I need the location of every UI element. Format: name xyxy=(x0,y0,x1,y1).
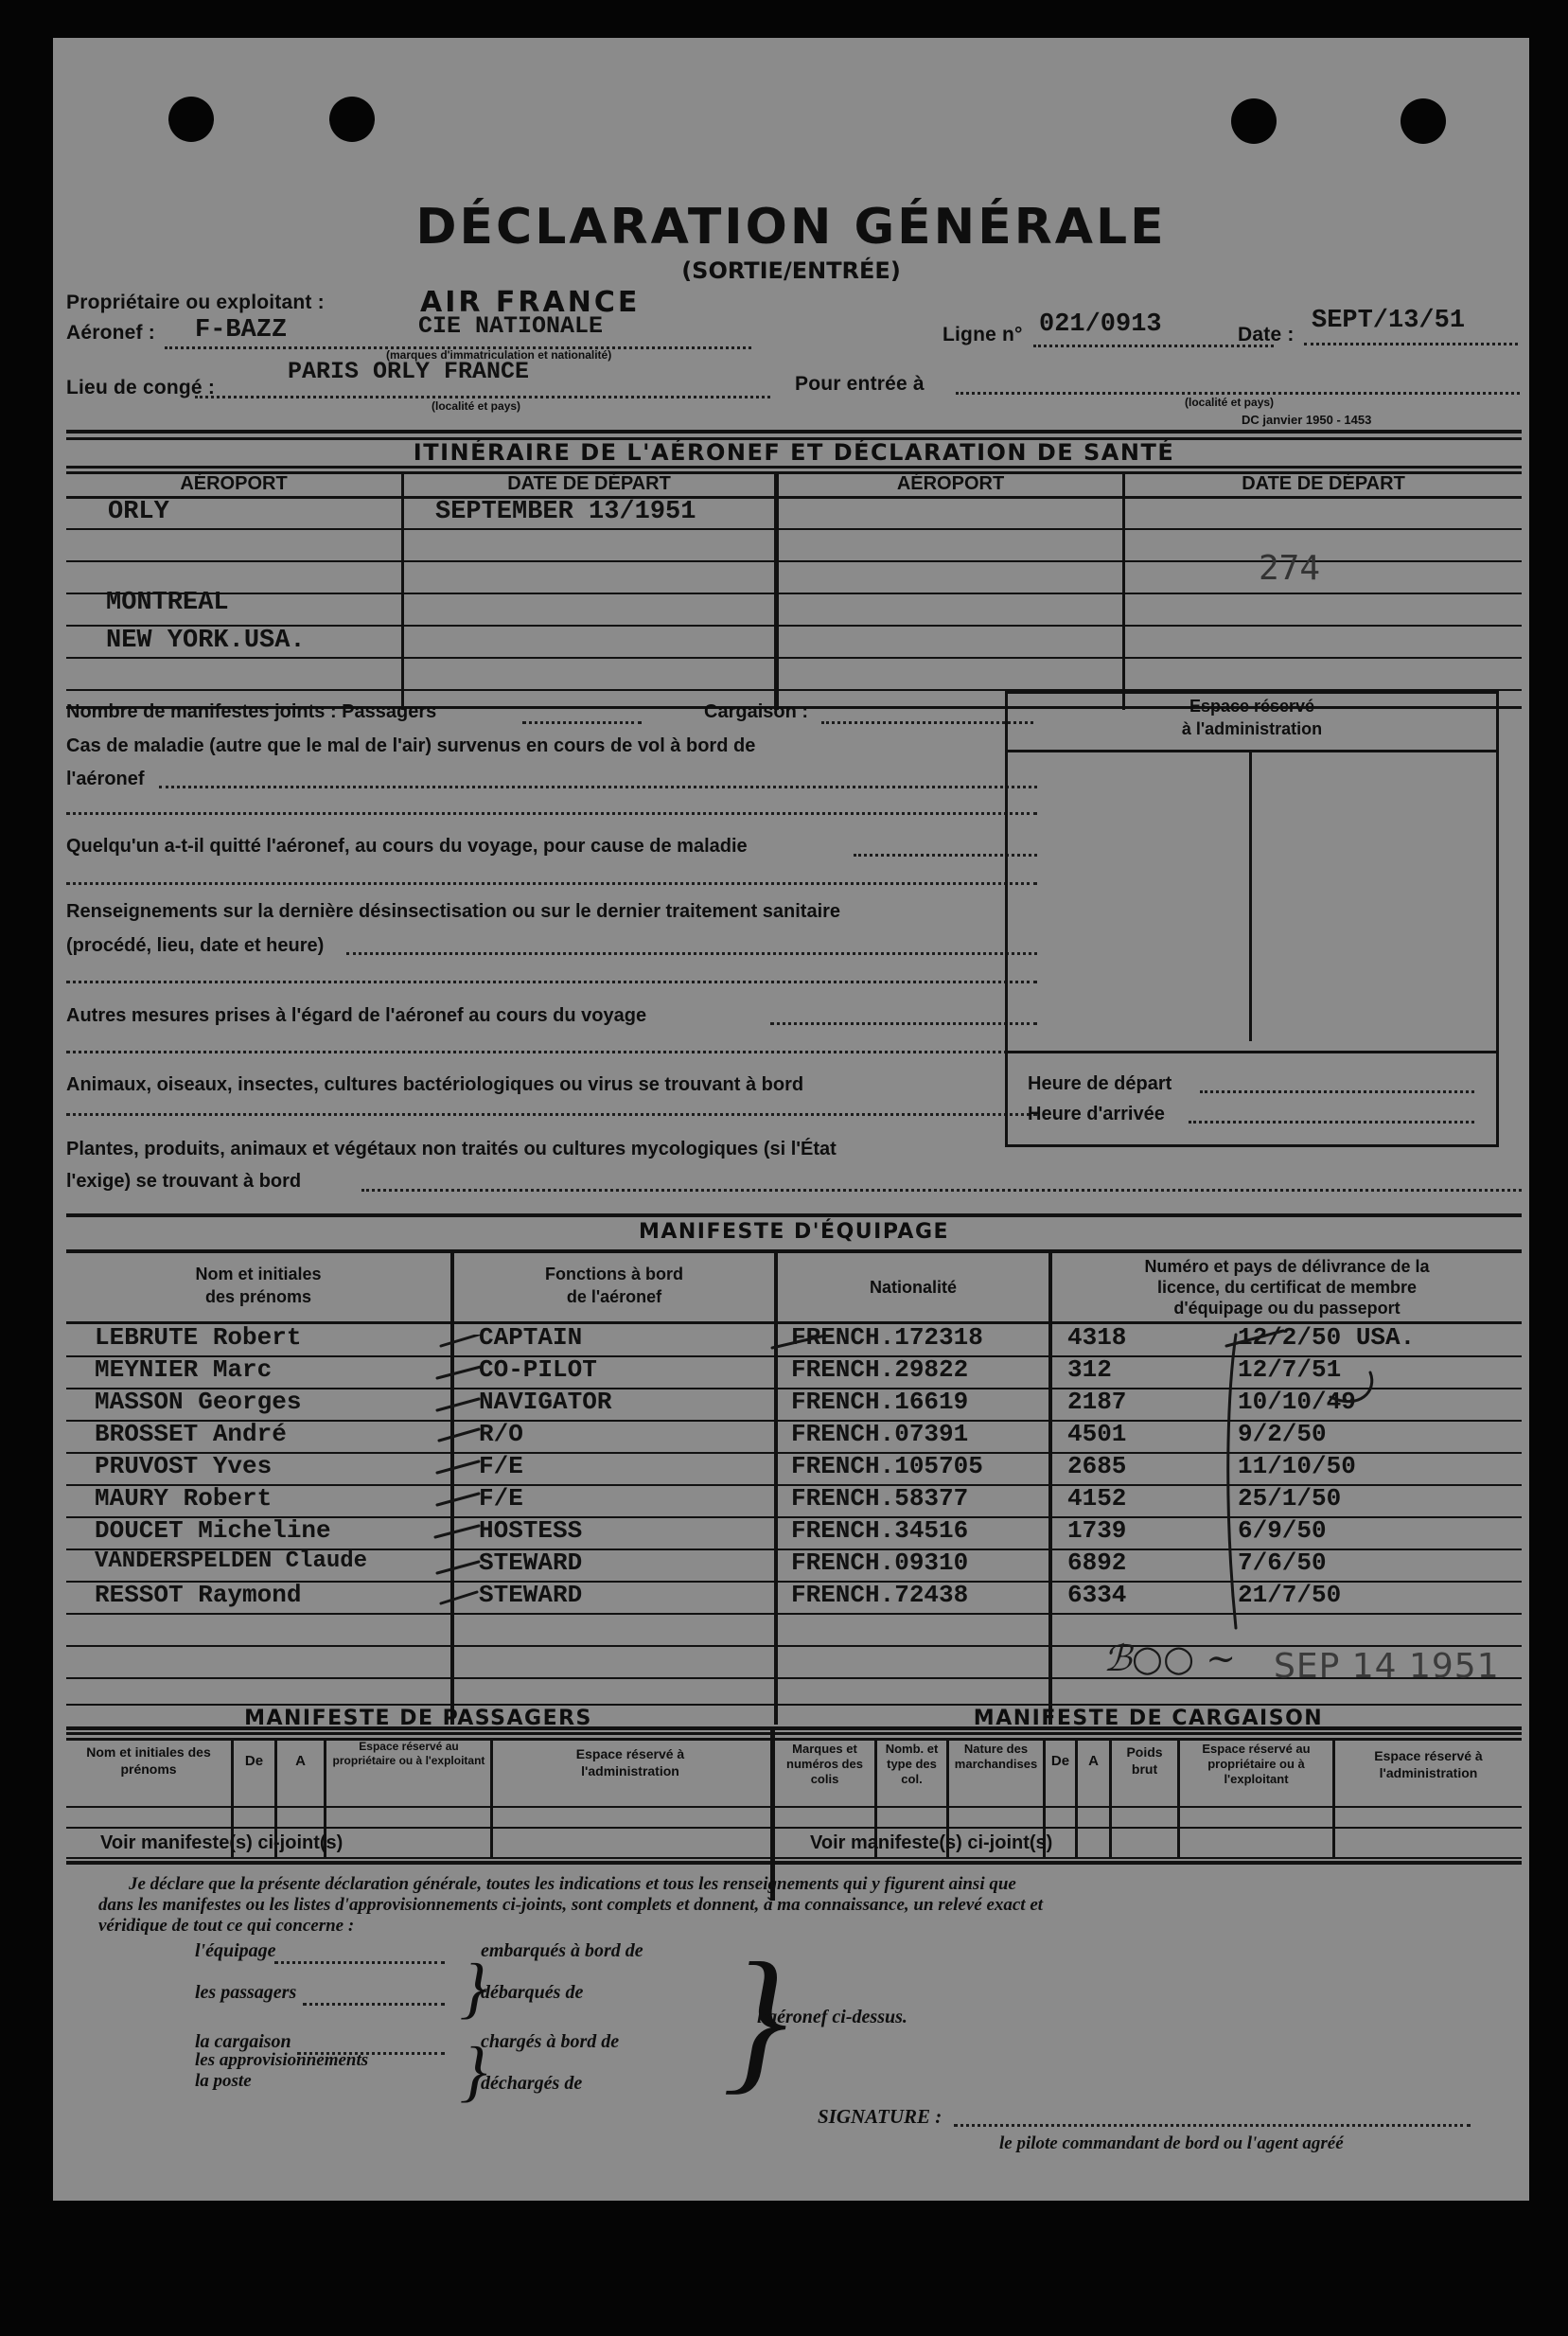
crew-license-date: 12/7/51 xyxy=(1238,1355,1342,1384)
cargo-col-reserved-owner: Espace réservé au propriétaire ou à l'exploitant xyxy=(1202,1742,1311,1786)
declaration-cargo: la cargaison xyxy=(195,2031,291,2052)
crew-function: F/E xyxy=(479,1452,523,1480)
manifests-label: Nombre de manifestes joints : Passagers xyxy=(66,701,437,722)
illness-label-cont: l'aéronef xyxy=(66,769,145,789)
disinsect-label: Renseignements sur la dernière désinsectisation ou sur le dernier traitement sanitaire xyxy=(66,901,841,922)
crew-name: PRUVOST Yves xyxy=(95,1452,273,1480)
crew-nationality: FRENCH.72438 xyxy=(791,1581,969,1609)
crew-license: 4501 xyxy=(1067,1420,1127,1448)
declaration-unloaded: déchargés de xyxy=(481,2073,583,2094)
itinerary-departure-date: SEPTEMBER 13/1951 xyxy=(435,498,696,526)
crew-function: F/E xyxy=(479,1484,523,1513)
entry-label: Pour entrée à xyxy=(795,373,925,395)
declaration-disembarked: débarqués de xyxy=(481,1982,584,2003)
crew-date-stamp: SEP 14 1951 xyxy=(1274,1647,1500,1686)
crew-license-date: 9/2/50 xyxy=(1238,1420,1327,1448)
itinerary-title: ITINÉRAIRE DE L'AÉRONEF ET DÉCLARATION DE SANTÉ xyxy=(413,439,1175,466)
form-reference: DC janvier 1950 - 1453 xyxy=(1242,413,1372,427)
crew-function: NAVIGATOR xyxy=(479,1388,612,1416)
aircraft-note: (marques d'immatriculation et nationalité) xyxy=(386,348,612,362)
handwritten-checkmarks xyxy=(413,1335,848,1619)
cargo-col-to: A xyxy=(1088,1753,1099,1769)
crew-name: LEBRUTE Robert xyxy=(95,1323,302,1352)
cargo-see-attached: Voir manifeste(s) ci-joint(s) xyxy=(810,1832,1053,1853)
declaration-embarked: embarqués à bord de xyxy=(481,1940,643,1961)
crew-license: 6892 xyxy=(1067,1548,1127,1577)
declaration-passengers: les passagers xyxy=(195,1982,297,2003)
cargo-manifest-title: MANIFESTE DE CARGAISON xyxy=(973,1707,1324,1730)
crew-license-date: 7/6/50 xyxy=(1238,1548,1327,1577)
admin-arrival-time: Heure d'arrivée xyxy=(1028,1104,1165,1124)
declaration-brace-2: } xyxy=(460,2033,487,2109)
measures-label: Autres mesures prises à l'égard de l'aéronef au cours du voyage xyxy=(66,1005,647,1026)
passenger-col-name: Nom et initiales des prénoms xyxy=(86,1744,211,1777)
crew-function: STEWARD xyxy=(479,1548,583,1577)
animals-label: Animaux, oiseaux, insectes, cultures bactériologiques ou virus se trouvant à bord xyxy=(66,1074,804,1095)
passenger-col-reserved-admin: Espace réservé à l'administration xyxy=(575,1746,685,1779)
cargo-col-weight: Poids brut xyxy=(1126,1744,1163,1777)
declaration-sheet xyxy=(53,38,1529,2201)
crew-license-date: 10/10/49 xyxy=(1238,1388,1356,1416)
crew-col-name: Nom et initiales xyxy=(195,1265,322,1283)
cargo-col-reserved-admin: Espace réservé à l'administration xyxy=(1374,1748,1483,1780)
crew-name: MEYNIER Marc xyxy=(95,1355,273,1384)
crew-nationality: FRENCH.105705 xyxy=(791,1452,983,1480)
crew-manifest-title: MANIFESTE D'ÉQUIPAGE xyxy=(638,1220,950,1244)
punch-hole xyxy=(168,97,214,142)
crew-license: 2187 xyxy=(1067,1388,1127,1416)
page-subtitle: (SORTIE/ENTRÉE) xyxy=(681,257,901,284)
crew-license: 1739 xyxy=(1067,1516,1127,1545)
declaration-aircraft: l'aéronef ci-dessus. xyxy=(757,2007,907,2027)
crew-function: STEWARD xyxy=(479,1581,583,1609)
crew-nationality: FRENCH.172318 xyxy=(791,1323,983,1352)
crew-name: RESSOT Raymond xyxy=(95,1581,302,1609)
crew-function: R/O xyxy=(479,1420,523,1448)
crew-nationality: FRENCH.07391 xyxy=(791,1420,969,1448)
departure-note: (localité et pays) xyxy=(432,399,521,413)
line-label: Ligne n° xyxy=(943,324,1023,345)
company-value: CIE NATIONALE xyxy=(418,312,604,340)
crew-nationality: FRENCH.58377 xyxy=(791,1484,969,1513)
date-value: SEPT/13/51 xyxy=(1312,307,1466,335)
crew-col-name-cont: des prénoms xyxy=(204,1287,312,1306)
itinerary-col-airport-2: AÉROPORT xyxy=(896,473,1005,494)
crew-col-license-cont: licence, du certificat de membre xyxy=(1156,1278,1418,1297)
crew-col-nationality: Nationalité xyxy=(869,1278,957,1297)
declaration-brace-1: } xyxy=(460,1950,487,2026)
declaration-crew: l'équipage xyxy=(195,1940,276,1961)
crew-function: HOSTESS xyxy=(479,1516,583,1545)
owner-value: AIR FRANCE xyxy=(420,286,641,319)
declaration-text-cont: dans les manifestes ou les listes d'approvisionnements ci-joints, sont complets et donnent, à ma connaissance, un relevé exact et xyxy=(98,1895,1044,1915)
crew-initials-signature: ℬ○○ ~ xyxy=(1103,1637,1237,1679)
passenger-see-attached: Voir manifeste(s) ci-joint(s) xyxy=(100,1832,344,1853)
crew-col-license-cont: d'équipage ou du passeport xyxy=(1173,1299,1401,1318)
itinerary-airport: ORLY xyxy=(108,498,169,526)
crew-license-date: 12/2/50 USA. xyxy=(1238,1323,1416,1352)
crew-license: 2685 xyxy=(1067,1452,1127,1480)
cargo-col-number: Nomb. et type des col. xyxy=(885,1742,939,1786)
crew-license: 4318 xyxy=(1067,1323,1127,1352)
departure-value: PARIS ORLY FRANCE xyxy=(288,358,530,385)
entry-note: (localité et pays) xyxy=(1185,396,1275,409)
crew-name: DOUCET Micheline xyxy=(95,1516,331,1545)
declaration-text: Je déclare que la présente déclaration générale, toutes les indications et tous les renseignements qui y figurent ainsi que xyxy=(129,1874,1016,1894)
crew-col-license: Numéro et pays de délivrance de la xyxy=(1144,1257,1430,1276)
signatory-label: le pilote commandant de bord ou l'agent agréé xyxy=(999,2133,1344,2153)
crew-nationality: FRENCH.34516 xyxy=(791,1516,969,1545)
handwritten-bracket xyxy=(1170,1325,1416,1637)
punch-hole xyxy=(329,97,375,142)
aircraft-label: Aéronef : xyxy=(66,322,155,344)
disinsect-label-cont: (procédé, lieu, date et heure) xyxy=(66,935,325,956)
passenger-manifest-title: MANIFESTE DE PASSAGERS xyxy=(244,1707,592,1730)
declaration-text-cont: véridique de tout ce qui concerne : xyxy=(98,1916,355,1936)
declaration-brace-3: } xyxy=(723,1930,787,2108)
crew-license-date: 21/7/50 xyxy=(1238,1581,1342,1609)
crew-license-date: 6/9/50 xyxy=(1238,1516,1327,1545)
crew-license-date: 11/10/50 xyxy=(1238,1452,1356,1480)
crew-license: 312 xyxy=(1067,1355,1112,1384)
crew-col-function: Fonctions à bord xyxy=(545,1265,683,1283)
illness-label: Cas de maladie (autre que le mal de l'air) survenus en cours de vol à bord de xyxy=(66,735,756,756)
aircraft-value: F-BAZZ xyxy=(195,316,288,345)
plants-label: Plantes, produits, animaux et végétaux non traités ou cultures mycologiques (si l'État xyxy=(66,1139,837,1159)
itinerary-airport: NEW YORK.USA. xyxy=(106,627,306,655)
passenger-col-to: A xyxy=(295,1753,306,1769)
plants-label-cont: l'exige) se trouvant à bord xyxy=(66,1171,302,1192)
departure-label: Lieu de congé : xyxy=(66,377,216,398)
admin-departure-time: Heure de départ xyxy=(1028,1073,1172,1094)
punch-hole xyxy=(1231,98,1277,144)
crew-name: VANDERSPELDEN Claude xyxy=(95,1548,368,1574)
signature-label: SIGNATURE : xyxy=(818,2105,943,2128)
itinerary-col-airport: AÉROPORT xyxy=(180,473,288,494)
owner-label: Propriétaire ou exploitant : xyxy=(66,292,325,313)
crew-col-function-cont: de l'aéronef xyxy=(566,1287,662,1306)
crew-license: 4152 xyxy=(1067,1484,1127,1513)
crew-name: MASSON Georges xyxy=(95,1388,302,1416)
declaration-loaded: chargés à bord de xyxy=(481,2031,620,2052)
crew-name: MAURY Robert xyxy=(95,1484,273,1513)
crew-nationality: FRENCH.29822 xyxy=(791,1355,969,1384)
crew-license: 6334 xyxy=(1067,1581,1127,1609)
passenger-col-from: De xyxy=(244,1753,264,1769)
itinerary-col-date: DATE DE DÉPART xyxy=(507,473,671,494)
cargo-count-label: Cargaison : xyxy=(704,701,809,722)
crew-function: CAPTAIN xyxy=(479,1323,583,1352)
crew-license-date: 25/1/50 xyxy=(1238,1484,1342,1513)
line-value: 021/0913 xyxy=(1039,310,1162,339)
cargo-col-nature: Nature des marchandises xyxy=(954,1742,1038,1771)
crew-function: CO-PILOT xyxy=(479,1355,597,1384)
crew-nationality: FRENCH.16619 xyxy=(791,1388,969,1416)
left-aircraft-label: Quelqu'un a-t-il quitté l'aéronef, au cours du voyage, pour cause de maladie xyxy=(66,836,748,857)
punch-hole xyxy=(1401,98,1446,144)
cargo-col-from: De xyxy=(1050,1753,1070,1769)
passenger-col-reserved-owner: Espace réservé au propriétaire ou à l'exploitant xyxy=(332,1740,485,1767)
declaration-supplies: les approvisionnements xyxy=(195,2050,369,2070)
admin-box-title: Espace réservé xyxy=(1189,697,1315,716)
admin-box-title-cont: à l'administration xyxy=(1181,719,1323,738)
itinerary-airport: MONTREAL xyxy=(106,589,229,617)
cargo-col-marks: Marques et numéros des colis xyxy=(786,1742,863,1786)
itinerary-stamp-number: 274 xyxy=(1259,549,1321,588)
declaration-mail: la poste xyxy=(195,2071,252,2091)
crew-name: BROSSET André xyxy=(95,1420,287,1448)
date-label: Date : xyxy=(1238,324,1295,345)
crew-nationality: FRENCH.09310 xyxy=(791,1548,969,1577)
page-title: DÉCLARATION GÉNÉRALE xyxy=(415,199,1167,256)
itinerary-col-date-2: DATE DE DÉPART xyxy=(1242,473,1405,494)
